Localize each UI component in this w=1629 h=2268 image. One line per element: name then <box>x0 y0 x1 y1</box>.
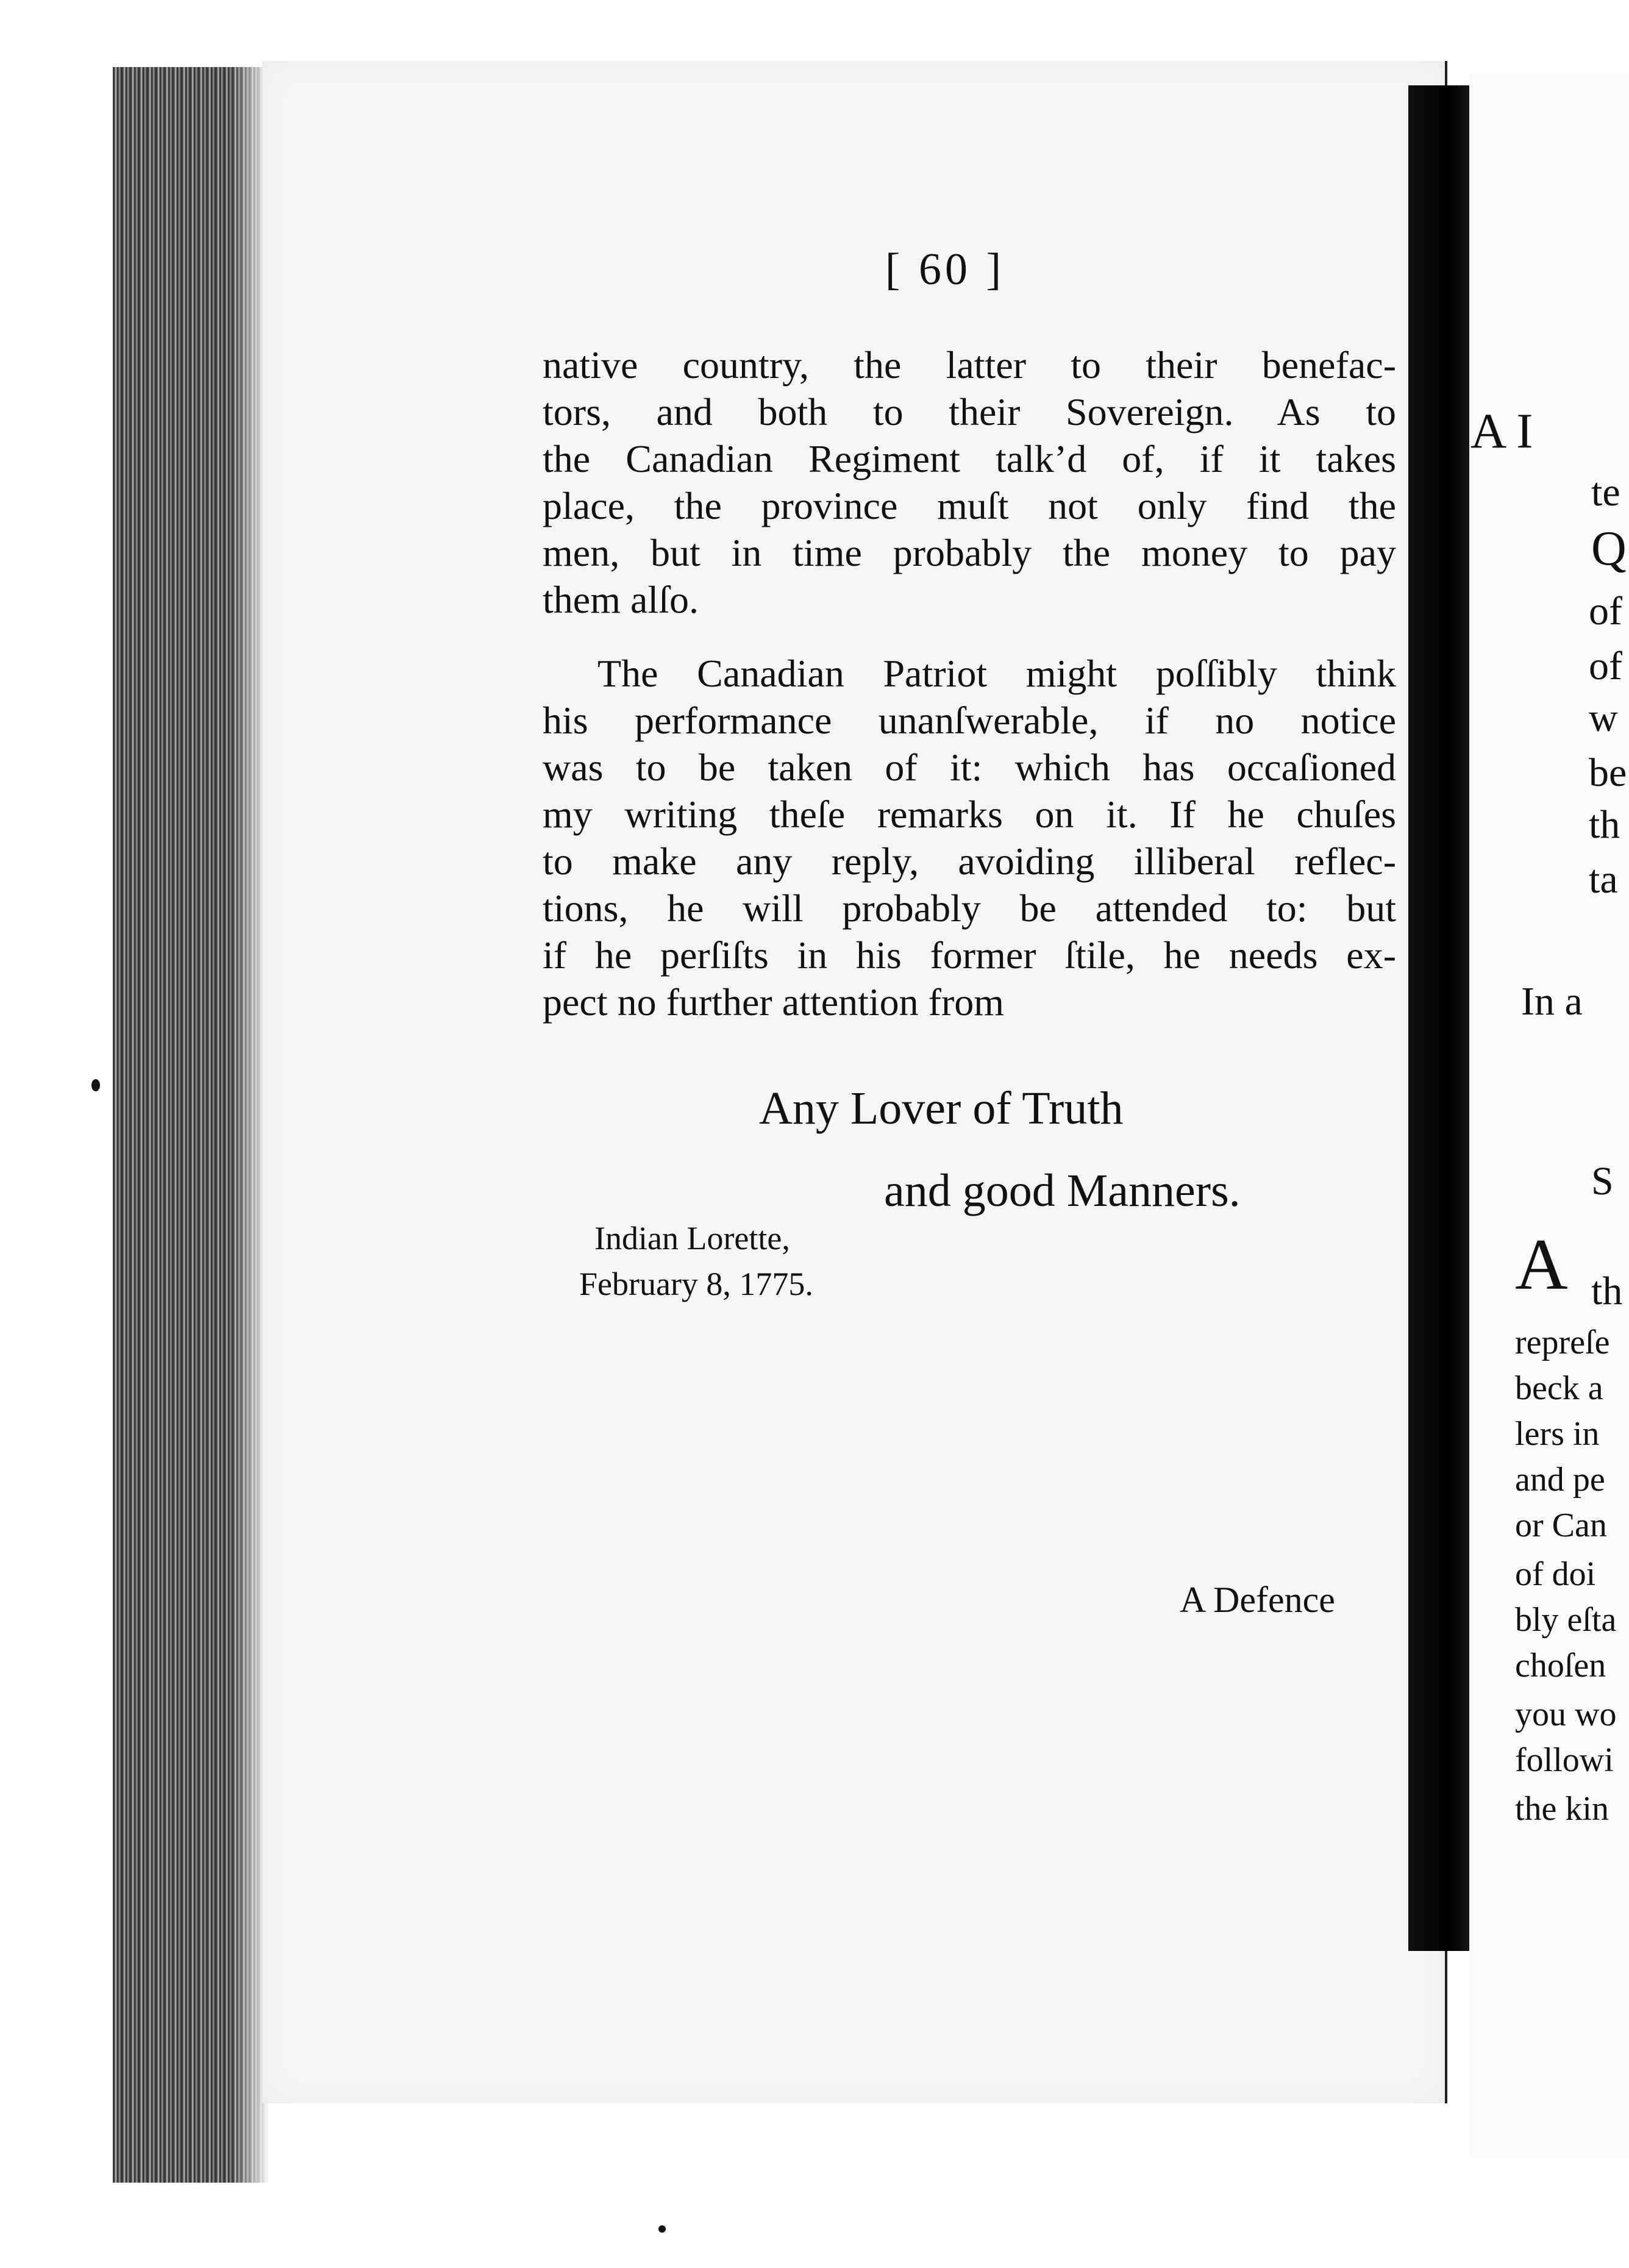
text-line: native country, the latter to their benefac- <box>543 343 1396 387</box>
ink-speck <box>658 2225 666 2233</box>
facing-line: choſen <box>1515 1647 1606 1685</box>
text-line: to make any reply, avoiding illiberal reflec- <box>543 840 1396 883</box>
text-line: place, the province muſt not only find the <box>543 484 1396 527</box>
facing-line: bly eſta <box>1515 1601 1617 1639</box>
facing-line: ta <box>1589 857 1618 902</box>
catchword: A Defence <box>1180 1580 1335 1620</box>
text-line: men, but in time probably the money to pay <box>543 531 1396 574</box>
text-line: The Canadian Patriot might poſſibly think <box>597 652 1396 695</box>
facing-line: of <box>1589 589 1622 633</box>
facing-line: followi <box>1515 1741 1614 1779</box>
facing-line: and pe <box>1515 1461 1605 1499</box>
facing-line: th <box>1591 1269 1623 1313</box>
facing-line: lers in <box>1515 1415 1600 1453</box>
page-header: [ 60 ] <box>885 244 1005 294</box>
text-line: tors, and both to their Sovereign. As to <box>543 390 1396 433</box>
signature-line-2: and good Manners. <box>884 1165 1241 1216</box>
text-line: pect no further attention from <box>543 980 1005 1024</box>
facing-line: beck a <box>1515 1369 1603 1407</box>
text-line: them alſo. <box>543 578 699 621</box>
facing-line: you wo <box>1515 1696 1617 1733</box>
facing-line: te <box>1591 470 1620 515</box>
text-line: tions, he will probably be attended to: but <box>543 886 1396 930</box>
facing-line: of <box>1589 644 1622 688</box>
text-line: my writing theſe remarks on it. If he chuſes <box>543 793 1396 836</box>
facing-line: th <box>1589 802 1620 847</box>
signature-line-1: Any Lover of Truth <box>759 1083 1124 1134</box>
ink-speck <box>91 1079 100 1091</box>
facing-page <box>1469 73 1629 2158</box>
facing-line: the kin <box>1515 1790 1609 1828</box>
text-line: his performance unanſwerable, if no notice <box>543 699 1396 742</box>
facing-drop-cap: A <box>1515 1224 1568 1305</box>
facing-line: of doi <box>1515 1555 1596 1593</box>
date-line: February 8, 1775. <box>579 1266 813 1302</box>
facing-line: be <box>1589 751 1627 795</box>
facing-line: In a <box>1521 979 1583 1024</box>
text-line: if he perſiſts in his former ſtile, he needs ex- <box>543 933 1396 977</box>
facing-line: w <box>1589 696 1618 740</box>
facing-line: repreſe <box>1515 1324 1610 1361</box>
text-line: the Canadian Regiment talk’d of, if it takes <box>543 437 1396 480</box>
book-gutter <box>1408 85 1475 1951</box>
place-line: Indian Lorette, <box>594 1220 790 1257</box>
facing-line: or Can <box>1515 1507 1607 1544</box>
text-line: was to be taken of it: which has occaſioned <box>543 746 1396 789</box>
body-text <box>543 341 1396 1025</box>
facing-line: S <box>1591 1159 1614 1204</box>
facing-line: A I <box>1470 403 1533 458</box>
facing-line: Q <box>1591 522 1627 576</box>
